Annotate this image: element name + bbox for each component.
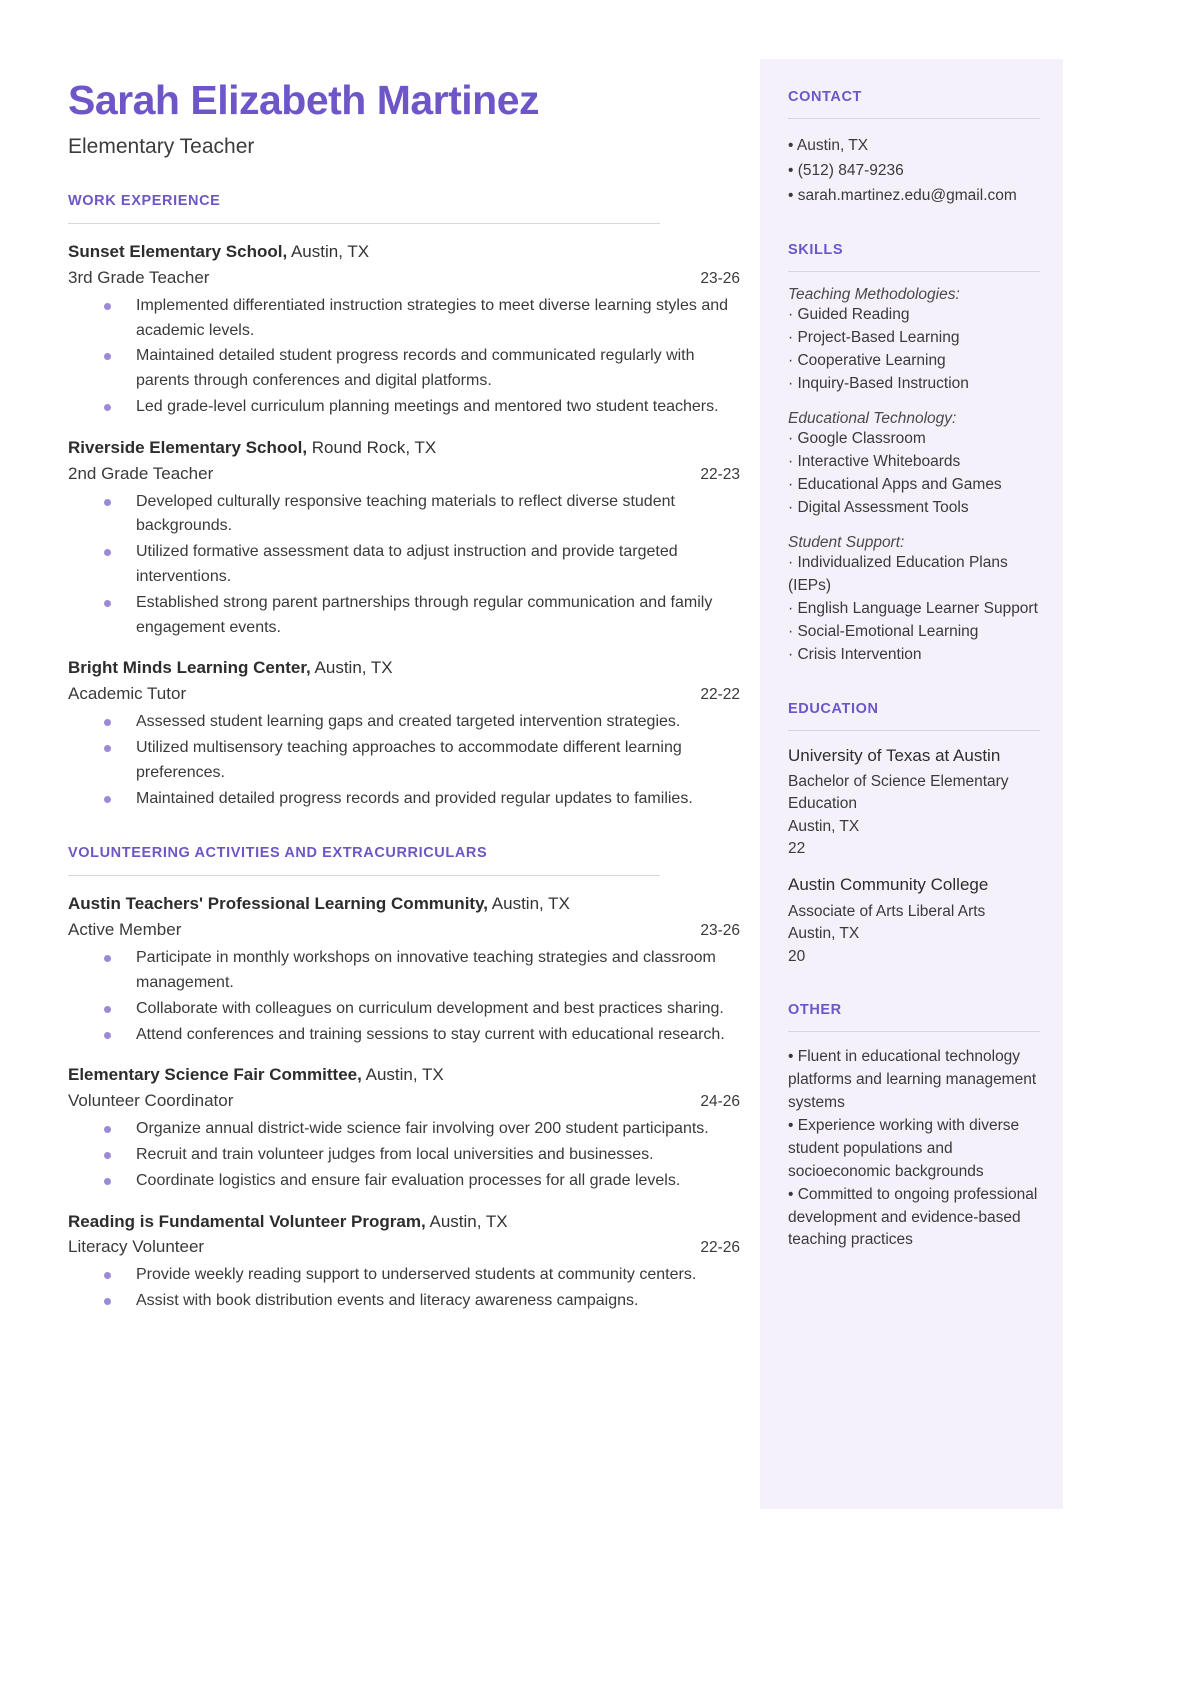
bullet-item: Attend conferences and training sessions to stay current with educational research. [68,1023,743,1048]
volunteering-role-row [68,920,740,940]
candidate-job-title: Elementary Teacher [68,135,255,159]
education-item [788,874,1039,968]
sidebar-section-title-other: OTHER [788,1001,842,1018]
volunteering-organization [68,1210,743,1234]
bullet-item: Coordinate logistics and ensure fair evaluation processes for all grade levels. [68,1169,743,1194]
skill-item: · Google Classroom [788,430,926,448]
divider [788,1031,1040,1032]
experience-role: 2nd Grade Teacher [68,463,214,483]
skill-item: · Project-Based Learning [788,329,960,347]
section-volunteering [68,845,743,1314]
skill-item: · Interactive Whiteboards [788,453,961,471]
experience-org-location: Austin, TX [287,242,370,262]
bullet-item: Participate in monthly workshops on innovative teaching strategies and classroom management. [68,946,743,996]
skill-item: · English Language Learner Support [788,599,1038,617]
skill-group-label: Student Support: [788,533,905,551]
contact-item-email[interactable]: • sarah.martinez.edu@gmail.com [788,187,1017,205]
bullet-item: Assessed student learning gaps and created targeted intervention strategies. [68,710,743,735]
other-item: • Experience working with diverse student populations and socioeconomic backgrounds [788,1116,1020,1180]
sidebar [760,59,1063,1509]
bullet-item: Utilized formative assessment data to adjust instruction and provide targeted interventions. [68,540,743,590]
education-year: 20 [788,947,806,965]
skill-item: · Guided Reading [788,306,910,324]
volunteering-org-name: Elementary Science Fair Committee, [68,1065,362,1085]
bullet-item: Recruit and train volunteer judges from local universities and businesses. [68,1143,743,1168]
skill-item: · Individualized Education Plans (IEPs) [788,553,1008,594]
contact-list [788,133,1039,208]
experience-entry [68,656,743,811]
experience-org-location: Austin, TX [310,658,393,678]
experience-org-location: Round Rock, TX [307,437,437,457]
bullet-item: Provide weekly reading support to underserved students at community centers. [68,1263,743,1288]
education-item [788,745,1039,861]
bullet-item: Maintained detailed progress records and provided regular updates to families. [68,787,743,812]
volunteering-bullets [68,1263,743,1314]
education-degree: Bachelor of Science Elementary Education [788,772,1009,813]
volunteering-role: Literacy Volunteer [68,1237,205,1257]
experience-role: Academic Tutor [68,684,187,704]
volunteering-organization [68,1063,743,1087]
volunteering-dates: 23-26 [700,922,740,940]
section-title-work-experience: WORK EXPERIENCE [68,193,221,210]
experience-organization [68,656,743,680]
main-column [68,78,743,1315]
experience-org-name: Riverside Elementary School, [68,437,308,457]
sidebar-section-title-skills: SKILLS [788,242,844,259]
education-year: 22 [788,840,806,858]
bullet-item: Maintained detailed student progress records and communicated regularly with parents through conferences and digital platforms. [68,344,743,394]
bullet-item: Developed culturally responsive teaching materials to reflect diverse student backgrounds. [68,490,743,540]
skill-item: · Social-Emotional Learning [788,622,979,640]
divider [788,118,1040,119]
volunteering-org-name: Reading is Fundamental Volunteer Program, [68,1211,426,1231]
experience-role: 3rd Grade Teacher [68,267,210,287]
experience-dates: 22-22 [700,686,740,704]
section-title-volunteering: VOLUNTEERING ACTIVITIES AND EXTRACURRICULARS [68,845,488,862]
experience-role-row [68,684,740,704]
experience-entry [68,436,743,641]
volunteering-entry [68,892,743,1047]
skill-item: · Educational Apps and Games [788,475,1002,493]
skill-group-label: Teaching Methodologies: [788,286,960,304]
skill-item: · Digital Assessment Tools [788,498,969,516]
volunteering-bullets [68,1117,743,1193]
sidebar-section-title-education: EDUCATION [788,700,879,717]
volunteering-role: Active Member [68,920,182,940]
candidate-name: Sarah Elizabeth Martinez [68,77,540,123]
experience-organization [68,240,743,264]
education-location: Austin, TX [788,817,860,835]
bullet-item: Assist with book distribution events and literacy awareness campaigns. [68,1289,743,1314]
education-school: Austin Community College [788,875,989,895]
experience-role-row [68,268,740,288]
divider [68,875,660,876]
skill-item: · Crisis Intervention [788,645,922,663]
bullet-item: Implemented differentiated instruction strategies to meet diverse learning styles and academic levels. [68,294,743,344]
education-degree: Associate of Arts Liberal Arts [788,902,986,920]
experience-dates: 23-26 [700,269,740,287]
volunteering-dates: 22-26 [700,1239,740,1257]
skills-list [788,286,1039,666]
experience-bullets [68,294,743,420]
sidebar-section-skills [788,242,1039,666]
experience-org-name: Sunset Elementary School, [68,242,288,262]
skill-item: · Inquiry-Based Instruction [788,375,969,393]
volunteering-role-row [68,1237,740,1257]
volunteering-role-row [68,1091,740,1111]
other-item: • Fluent in educational technology platforms and learning management systems [788,1047,1037,1111]
volunteering-entry [68,1210,743,1314]
divider [788,271,1040,272]
bullet-item: Utilized multisensory teaching approaches to accommodate different learning preferences. [68,736,743,786]
skill-item: · Cooperative Learning [788,352,946,370]
sidebar-section-other [788,1002,1039,1252]
experience-bullets [68,490,743,641]
volunteering-organization [68,892,743,916]
volunteering-org-name: Austin Teachers' Professional Learning Community, [68,894,488,914]
volunteering-bullets [68,946,743,1047]
sidebar-section-contact [788,89,1039,208]
divider [68,223,660,224]
sidebar-section-education [788,701,1039,968]
other-list [788,1046,1039,1252]
volunteering-role: Volunteer Coordinator [68,1091,234,1111]
experience-organization [68,436,743,460]
volunteering-entry [68,1063,743,1193]
experience-role-row [68,464,740,484]
experience-entry [68,240,743,420]
skill-group-label: Educational Technology: [788,410,957,428]
volunteering-org-location: Austin, TX [425,1211,508,1231]
education-school: University of Texas at Austin [788,745,1001,765]
bullet-item: Collaborate with colleagues on curriculum development and best practices sharing. [68,997,743,1022]
experience-org-name: Bright Minds Learning Center, [68,658,311,678]
other-item: • Committed to ongoing professional development and evidence-based teaching practices [788,1185,1038,1249]
bullet-item: Led grade-level curriculum planning meetings and mentored two student teachers. [68,395,743,420]
experience-dates: 22-23 [700,465,740,483]
bullet-item: Established strong parent partnerships through regular communication and family engagement events. [68,591,743,641]
volunteering-dates: 24-26 [700,1093,740,1111]
divider [788,730,1040,731]
experience-bullets [68,710,743,811]
contact-item-location: • Austin, TX [788,137,869,154]
section-work-experience [68,193,743,811]
bullet-item: Organize annual district-wide science fair involving over 200 student participants. [68,1117,743,1142]
volunteering-org-location: Austin, TX [488,894,570,914]
contact-item-phone: • (512) 847-9236 [788,162,904,180]
volunteering-org-location: Austin, TX [361,1065,444,1085]
education-location: Austin, TX [788,925,860,943]
sidebar-section-title-contact: CONTACT [788,89,863,105]
